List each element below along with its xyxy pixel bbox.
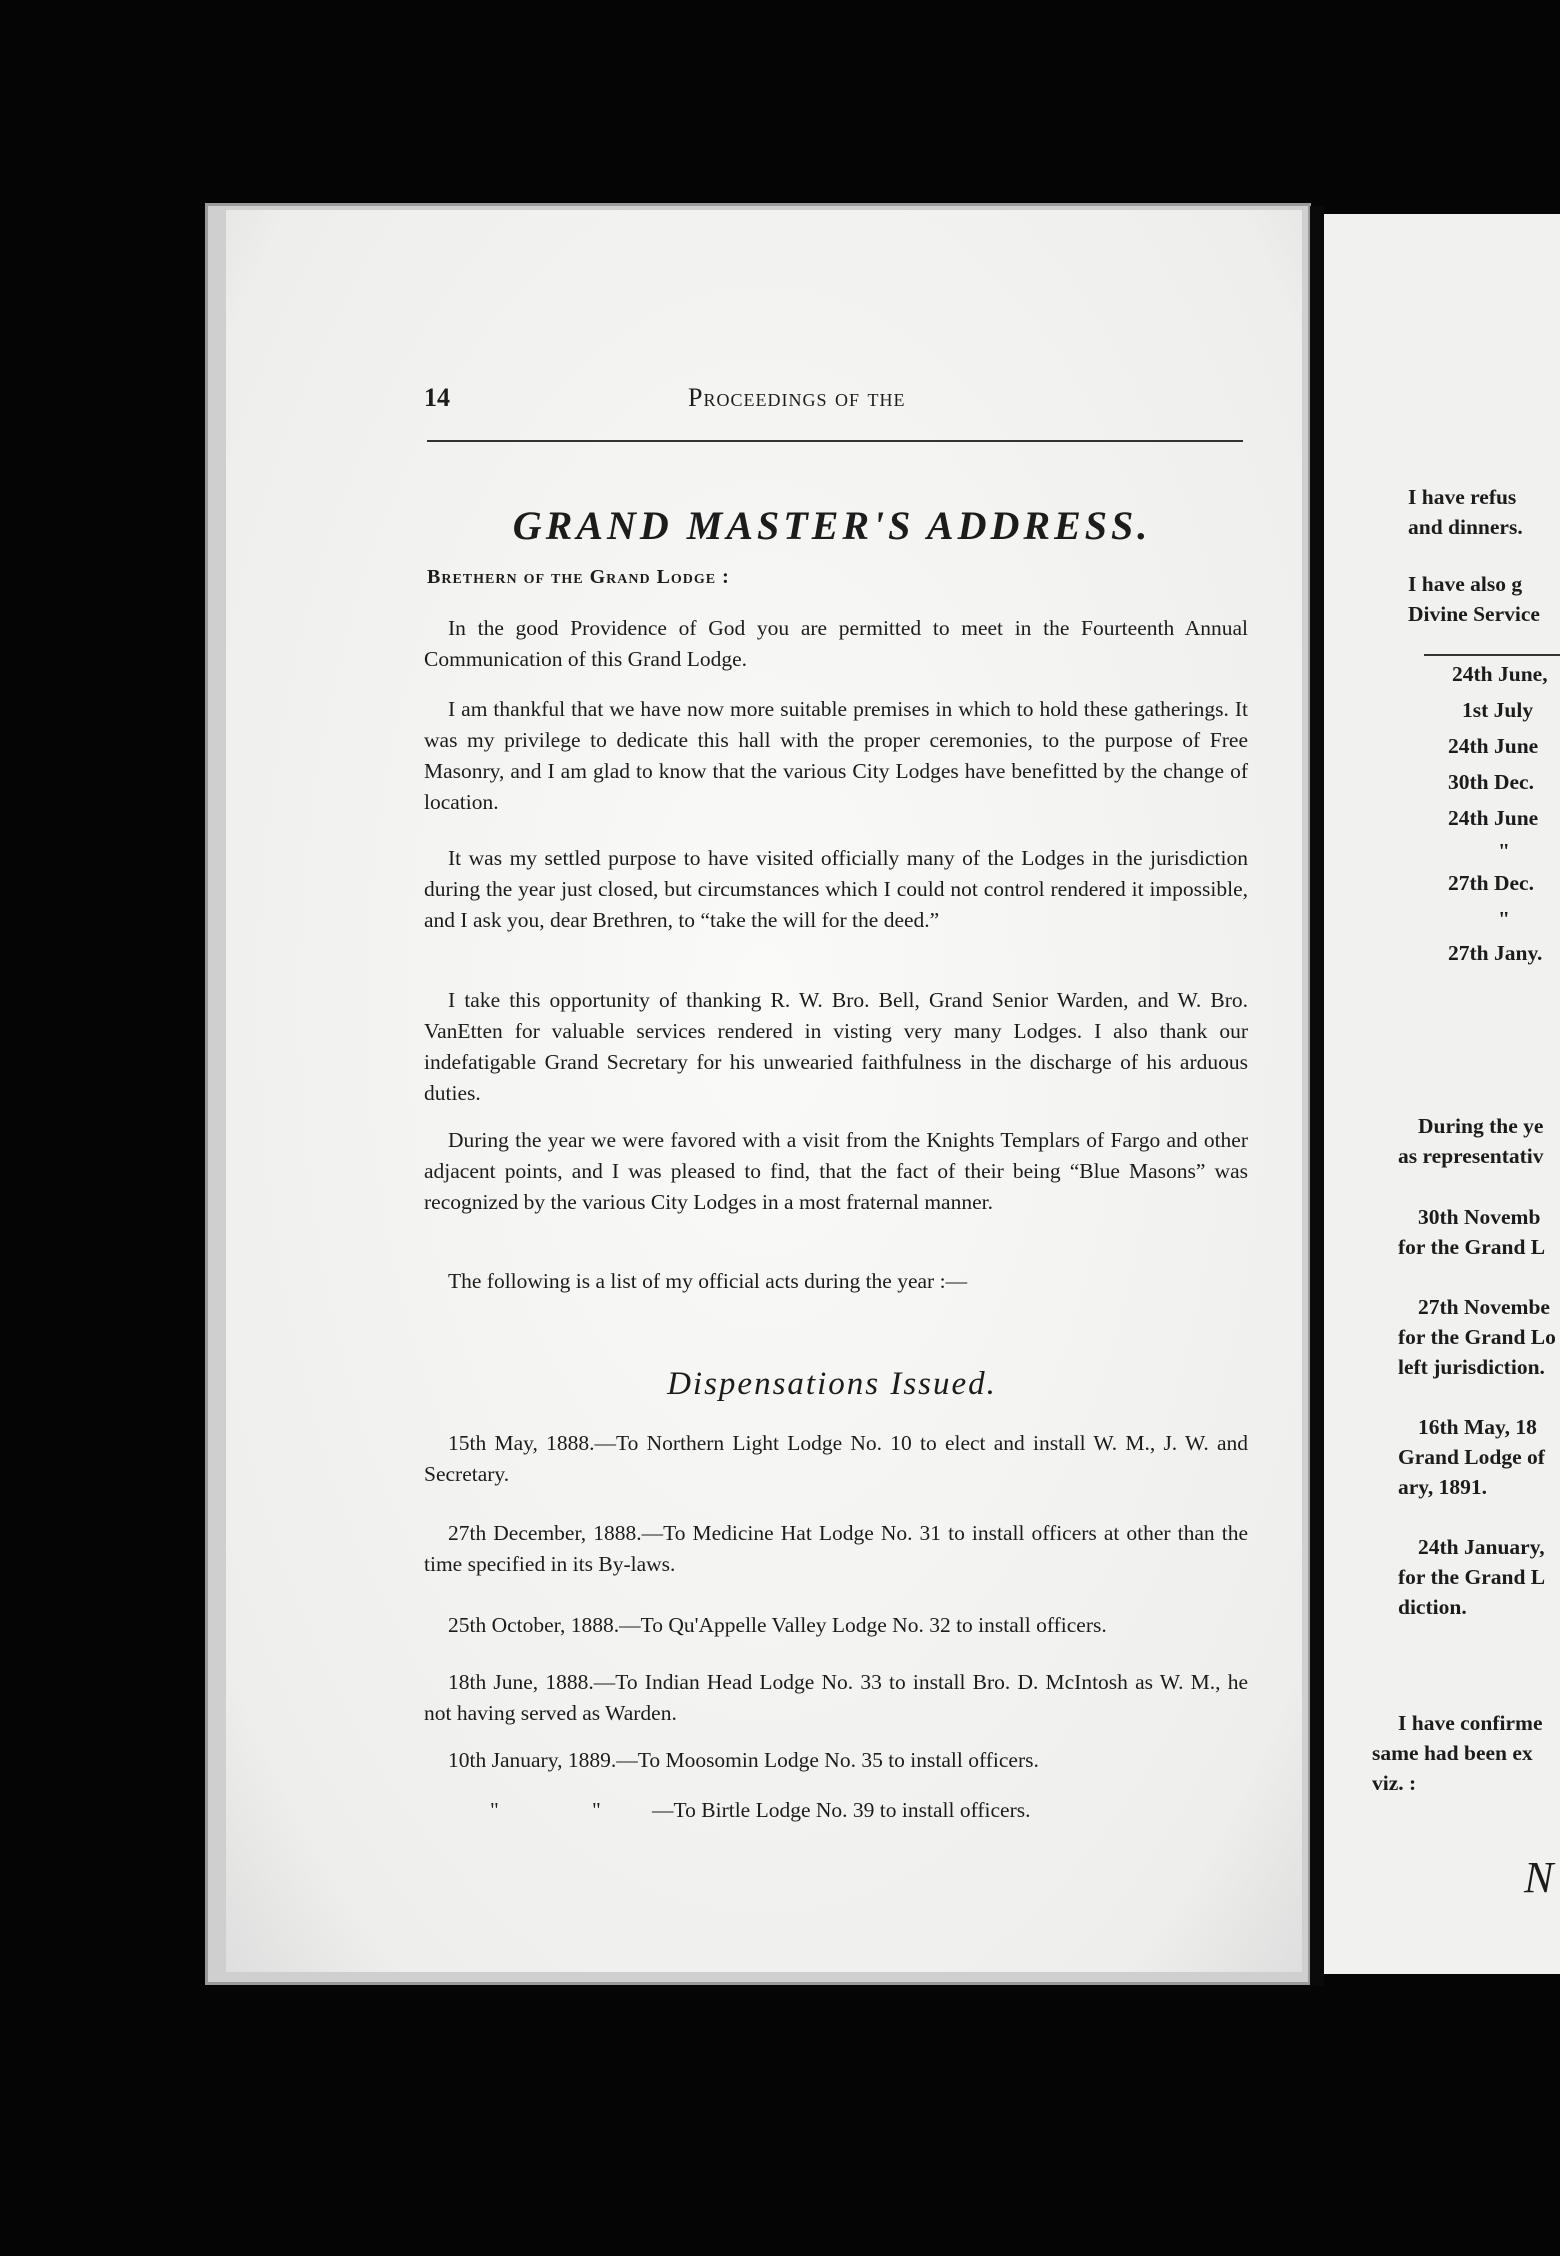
- address-title: GRAND MASTER'S ADDRESS.: [512, 503, 1152, 548]
- paragraph: I am thankful that we have now more suitable premises in which to hold these gatherings. It was my privilege to dedicate this hall with the proper ceremonies, to the purpose of Free Masonry, and I am glad to know that the various City Lodges have benefitted by the change of location.: [424, 697, 1248, 814]
- section-title: Dispensations Issued.: [667, 1366, 997, 1402]
- right-line: 1st July: [1462, 698, 1534, 722]
- right-line: 30th Novemb: [1418, 1205, 1541, 1229]
- right-line: ary, 1891.: [1398, 1475, 1487, 1499]
- right-line: ": [1498, 907, 1510, 931]
- right-line: 16th May, 18: [1418, 1415, 1537, 1439]
- dispensation-text: —To Birtle Lodge No. 39 to install officers.: [652, 1798, 1031, 1822]
- right-line: viz. :: [1372, 1771, 1417, 1795]
- page-gutter: [1310, 206, 1324, 1986]
- paragraph: During the year we were favored with a visit from the Knights Templars of Fargo and other adjacent points, and I was pleased to find, that the fact of their being “Blue Masons” was recognized by the various City Lodges in a most fraternal manner.: [424, 1128, 1248, 1214]
- page-header: [424, 383, 1240, 423]
- right-line: as representativ: [1398, 1144, 1544, 1168]
- right-line: Divine Service: [1408, 602, 1540, 626]
- right-line: left jurisdiction.: [1398, 1355, 1545, 1379]
- right-partial-heading: N: [1524, 1853, 1554, 1902]
- right-line: for the Grand L: [1398, 1565, 1546, 1589]
- right-line: and dinners.: [1408, 515, 1523, 539]
- paragraph: It was my settled purpose to have visited officially many of the Lodges in the jurisdiction during the year just closed, but circumstances which I could not control rendered it impossible, and I ask you, dear Brethren, to “take the will for the deed.”: [424, 846, 1248, 932]
- right-line: diction.: [1398, 1595, 1467, 1619]
- dispensation-entry: 15th May, 1888.—To Northern Light Lodge No. 10 to elect and install W. M., J. W. and Secretary.: [424, 1431, 1248, 1486]
- right-line: 24th June: [1448, 734, 1539, 758]
- right-line: 27th Dec.: [1448, 871, 1534, 895]
- right-page: [1324, 214, 1560, 1974]
- right-line: for the Grand L: [1398, 1235, 1546, 1259]
- right-line: I have also g: [1408, 572, 1523, 596]
- page-number: 14: [424, 383, 450, 412]
- right-line: During the ye: [1418, 1114, 1544, 1138]
- right-header-rule: [1424, 654, 1560, 656]
- running-head: Proceedings of the: [688, 383, 906, 412]
- dispensation-entry: 25th October, 1888.—To Qu'Appelle Valley Lodge No. 32 to install officers.: [448, 1613, 1107, 1637]
- right-line: 24th June: [1448, 806, 1539, 830]
- dispensation-entry: 18th June, 1888.—To Indian Head Lodge No. 33 to install Bro. D. McIntosh as W. M., he not having served as Warden.: [424, 1670, 1248, 1725]
- right-line: 24th January,: [1418, 1535, 1545, 1559]
- right-line: 27th Novembe: [1418, 1295, 1550, 1319]
- right-line: 30th Dec.: [1448, 770, 1534, 794]
- right-line: I have refus: [1408, 485, 1517, 509]
- ditto-mark: ": [592, 1798, 601, 1822]
- right-line: 27th Jany.: [1448, 941, 1543, 965]
- salutation: Brethern of the Grand Lodge :: [427, 566, 730, 588]
- header-rule: [427, 440, 1243, 442]
- right-line: ": [1498, 839, 1510, 863]
- right-line: I have confirme: [1398, 1711, 1543, 1735]
- paragraph: The following is a list of my official acts during the year :—: [448, 1269, 968, 1293]
- dispensation-entry: 10th January, 1889.—To Moosomin Lodge No. 35 to install officers.: [448, 1748, 1039, 1772]
- dispensation-entry: 27th December, 1888.—To Medicine Hat Lodge No. 31 to install officers at other than the time specified in its By-laws.: [424, 1521, 1248, 1576]
- right-line: same had been ex: [1372, 1741, 1533, 1765]
- ditto-mark: ": [490, 1798, 499, 1822]
- paragraph: In the good Providence of God you are permitted to meet in the Fourteenth Annual Communication of this Grand Lodge.: [424, 616, 1248, 671]
- right-line: Grand Lodge of: [1398, 1445, 1545, 1469]
- right-line: for the Grand Lo: [1398, 1325, 1556, 1349]
- paragraph: I take this opportunity of thanking R. W. Bro. Bell, Grand Senior Warden, and W. Bro. VanEtten for valuable services rendered in visting very many Lodges. I also thank our indefatigable Grand Secretary for his unwearied faithfulness in the discharge of his arduous duties.: [424, 988, 1248, 1105]
- right-line: 24th June,: [1452, 662, 1548, 686]
